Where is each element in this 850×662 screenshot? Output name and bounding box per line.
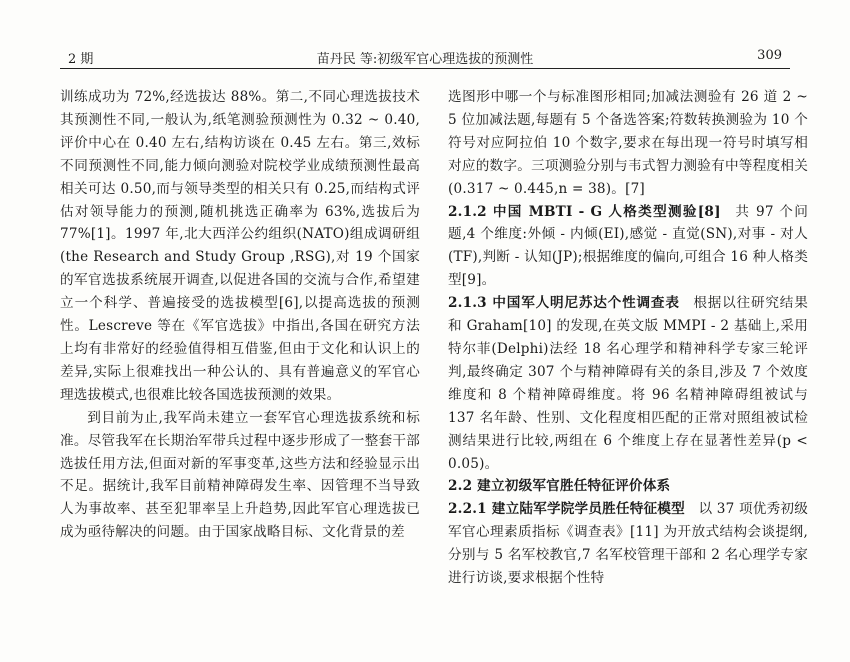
section-2-2-1: [448, 498, 808, 590]
section-2-1-3: [448, 292, 808, 475]
section-body: 共 97 个问题,4 个维度:外倾 - 内倾(EI),感觉 - 直觉(SN),对事 - 对人(TF),判断 - 认知(JP);根据维度的偏向,可组合 16 种人格类型[9]。: [448, 203, 808, 289]
section-body: 以 37 项优秀初级军官心理素质指标《调查表》[11] 为开放式结构会谈提纲,分别与 5 名军校教官,7 名军校管理干部和 2 名心理学专家进行访谈,要求根据个性特: [448, 501, 808, 587]
page-number: 309: [757, 48, 782, 63]
running-header: [60, 46, 790, 69]
section-heading: 2.2 建立初级军官胜任特征评价体系: [448, 478, 671, 495]
paragraph: 训练成功为 72%,经选拔达 88%。第二,不同心理选拔技术其预测性不同,一般认为,纸笔测验预测性为 0.32 ~ 0.40,评价中心在 0.40 左右,结构访谈在 0.45 左右。第三,效标不同预测性不同,能力倾向测验对院校学业成绩预测性最高相关可达 0.50,而与领导类型的相关只有 0.25,而结构式评估对领导能力的预测,随机挑选正确率为 63%,选拔后为 77%[1]。1997 年,北大西洋公约组织(NATO)组成调研组(the Research and Study Group ,RSG),对 19 个国家的军官选拔系统展开调查,以促进各国的交流与合作,希望建立一个科学、普遍接受的选拔模型[6],以提高选拔的预测性。Lescreve 等在《军官选拔》中指出,各国在研究方法上均有非常好的经验值得相互借鉴,但由于文化和认识上的差异,实际上很难找出一种公认的、具有普遍意义的军官心理选拔模式,也很难比较各国选拔预测的效果。: [60, 89, 420, 403]
section-heading: 2.1.2 中国 MBTI - G 人格类型测验[8]: [448, 203, 721, 220]
section-2-1-2: [448, 201, 808, 293]
paragraph: 选图形中哪一个与标准图形相同;加减法测验有 26 道 2 ~ 5 位加减法题,每题有 5 个备选答案;符数转换测验为 10 个符号对应阿拉伯 10 个数字,要求在每出现一符号时填写相对应的数字。三项测验分别与韦式智力测验有中等程度相关(0.317 ~ 0.445,n = 38)。[7]: [448, 89, 808, 197]
running-title: 苗丹民 等:初级军官心理选拔的预测性: [316, 52, 534, 67]
section-body: 根据以往研究结果和 Graham[10] 的发现,在英文版 MMPI - 2 基础上,采用特尔菲(Delphi)法经 18 名心理学和精神科学专家三轮评判,最终确定 307 个与精神障碍有关的条目,涉及 7 个效度维度和 8 个精神障碍维度。将 96 名精神障碍组被试与 137 名年龄、性别、文化程度相匹配的正常对照组被试检测结果进行比较,两组在 6 个维度上存在显著性差异(p < 0.05)。: [448, 295, 808, 472]
section-heading: 2.1.3 中国军人明尼苏达个性调查表: [448, 295, 680, 312]
issue-number: 2 期: [68, 52, 94, 67]
left-column: [60, 86, 420, 662]
paragraph: 到目前为止,我军尚未建立一套军官心理选拔系统和标准。尽管我军在长期治军带兵过程中逐步形成了一整套干部选拔任用方法,但面对新的军事变革,这些方法和经验显示出不足。据统计,我军目前精神障碍发生率、因管理不当导致人为事故率、甚至犯罪率呈上升趋势,因此军官心理选拔已成为亟待解决的问题。由于国家战略目标、文化背景的差: [60, 409, 420, 541]
section-heading: 2.2.1 建立陆军学院学员胜任特征模型: [448, 501, 685, 518]
right-column: [448, 86, 808, 662]
